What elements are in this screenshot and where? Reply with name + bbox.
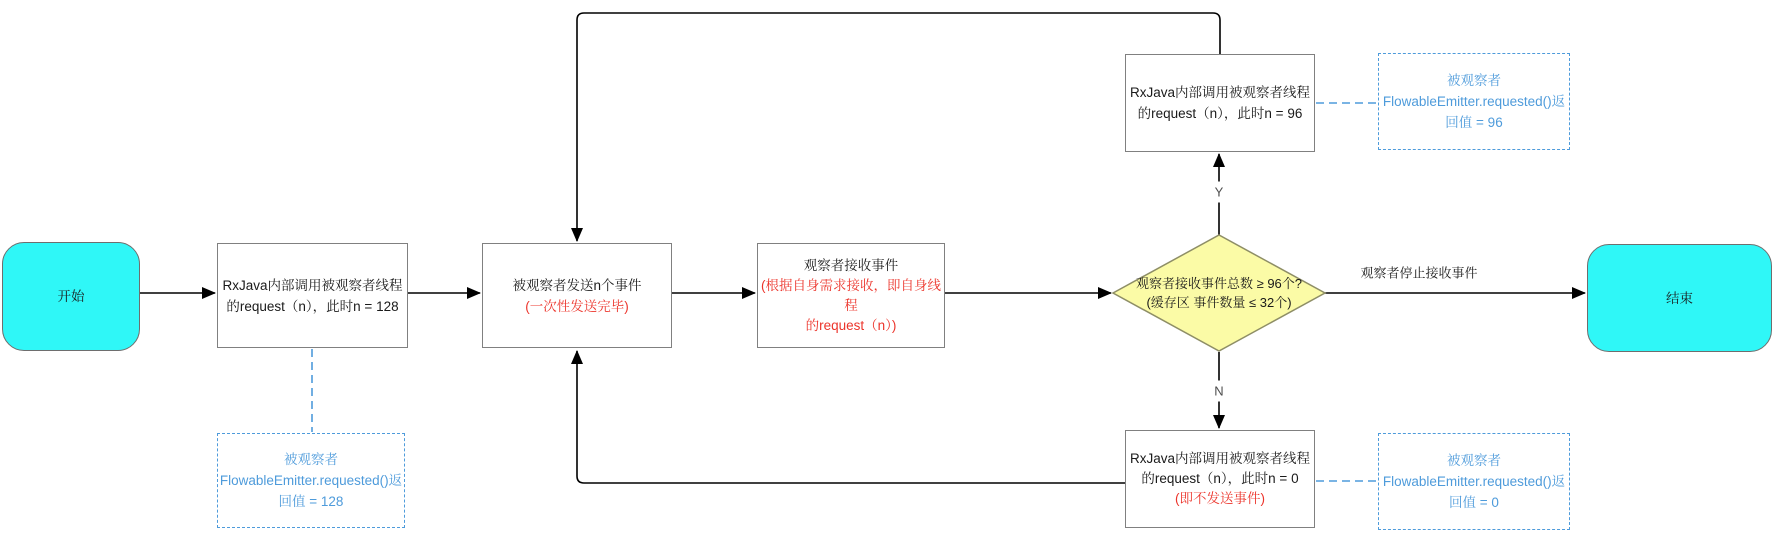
flow-box-request-96-line2: 的request（n），此时n = 96 — [1137, 106, 1303, 121]
end-node — [1587, 244, 1772, 352]
annotation-requested-96 — [1378, 53, 1570, 150]
flow-box-receive-events-title: 观察者接收事件 — [803, 257, 899, 273]
start-node — [2, 242, 140, 351]
annotation-requested-128-line2: FlowableEmitter.requested()返 — [219, 473, 403, 488]
flow-box-send-events-title: 被观察者发送n个事件 — [512, 277, 642, 293]
annotation-requested-96-line3: 回值 = 96 — [1445, 115, 1503, 130]
flow-box-request-128-line2: 的request（n），此时n = 128 — [226, 298, 399, 314]
annotation-requested-128 — [217, 433, 405, 528]
edge-label-no: N — [1210, 381, 1227, 402]
edge-request0-loopback — [577, 351, 1125, 483]
decision-diamond-text — [1136, 274, 1302, 312]
edge-request96-loopback — [577, 13, 1220, 241]
start-node-label: 开始 — [57, 289, 85, 304]
end-node-label: 结束 — [1666, 290, 1693, 306]
decision-line1: 观察者接收事件总数 ≥ 96个? — [1135, 276, 1303, 291]
flow-box-request-96 — [1125, 54, 1315, 152]
annotation-requested-0-line1: 被观察者 — [1447, 453, 1501, 468]
flow-box-send-events-note: (一次性发送完毕) — [525, 298, 629, 314]
flow-box-request-0-line2: 的request（n），此时n = 0 — [1141, 471, 1299, 486]
annotation-requested-96-line2: FlowableEmitter.requested()返 — [1382, 94, 1566, 109]
annotation-requested-128-line1: 被观察者 — [284, 452, 338, 467]
flow-box-request-0-line1: RxJava内部调用被观察者线程 — [1129, 451, 1310, 466]
flow-box-request-96-line1: RxJava内部调用被观察者线程 — [1129, 85, 1310, 100]
edge-label-yes: Y — [1211, 182, 1228, 203]
flow-box-send-events — [482, 243, 672, 348]
flow-box-receive-events-note2: 的request（n）) — [805, 317, 897, 333]
flow-box-request-128 — [217, 243, 408, 348]
flow-box-receive-events-note1: (根据自身需求接收，即自身线程 — [761, 277, 941, 313]
flow-box-receive-events — [757, 243, 945, 348]
flow-box-request-0-note: (即不发送事件) — [1175, 491, 1265, 506]
annotation-requested-0-line2: FlowableEmitter.requested()返 — [1382, 474, 1566, 489]
edge-label-stop-receiving: 观察者停止接收事件 — [1360, 265, 1478, 281]
annotation-requested-0-line3: 回值 = 0 — [1449, 495, 1499, 510]
annotation-requested-128-line3: 回值 = 128 — [278, 494, 344, 509]
decision-line2: (缓存区 事件数量 ≤ 32个) — [1146, 295, 1292, 310]
annotation-requested-96-line1: 被观察者 — [1447, 73, 1501, 88]
annotation-requested-0 — [1378, 433, 1570, 530]
flow-box-request-128-line1: RxJava内部调用被观察者线程 — [222, 277, 403, 293]
flow-box-request-0 — [1125, 430, 1315, 528]
